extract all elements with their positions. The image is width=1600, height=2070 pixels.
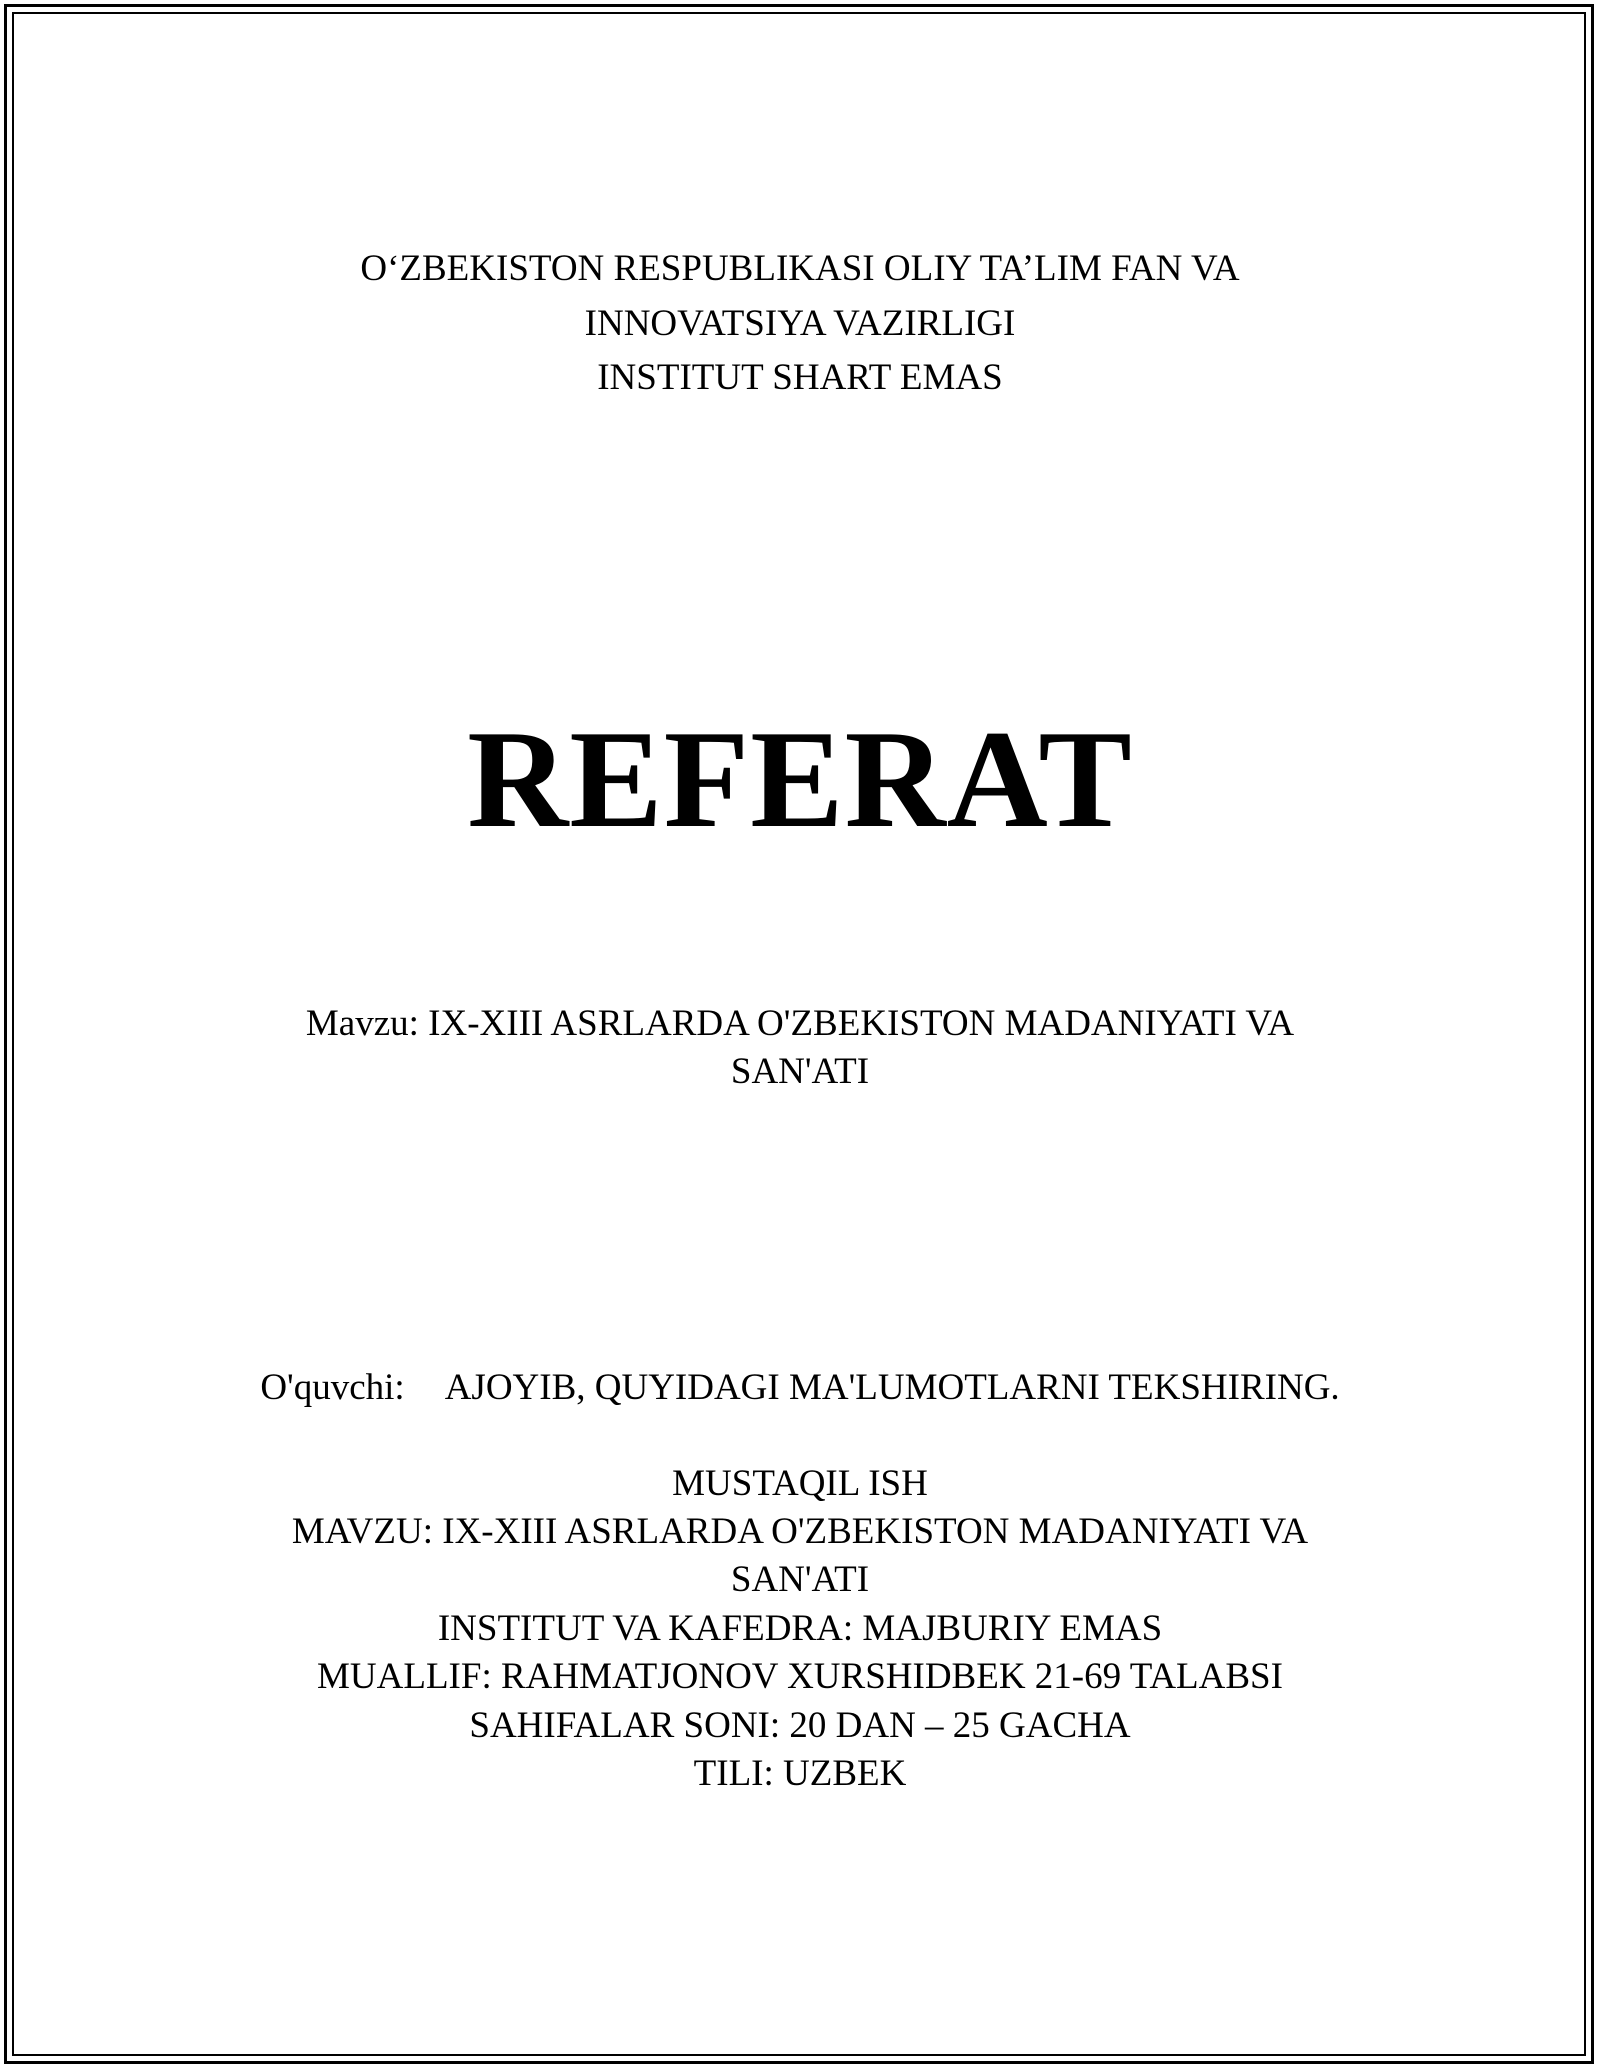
ministry-line-2: INNOVATSIYA VAZIRLIGI [584, 303, 1016, 344]
details-line: TILI: UZBEK [693, 1753, 907, 1794]
student-label: O'quvchi: [260, 1367, 405, 1408]
details-line: INSTITUT VA KAFEDRA: MAJBURIY EMAS [437, 1608, 1163, 1649]
details-line: SAHIFALAR SONI: 20 DAN – 25 GACHA [469, 1705, 1131, 1746]
details-line: MAVZU: IX-XIII ASRLARDA O'ZBEKISTON MADANIYATI VA [291, 1511, 1309, 1552]
details-line: SAN'ATI [730, 1559, 870, 1600]
institute-line: INSTITUT SHART EMAS [597, 357, 1003, 398]
topic-line-2: SAN'ATI [730, 1051, 870, 1092]
details-line: MUSTAQIL ISH [672, 1463, 928, 1504]
student-value: AJOYIB, QUYIDAGI MA'LUMOTLARNI TEKSHIRING. [444, 1367, 1340, 1408]
student-row [0, 1364, 1600, 1412]
topic-line-1: Mavzu: IX-XIII ASRLARDA O'ZBEKISTON MADANIYATI VA [305, 1003, 1295, 1044]
details-line: MUALLIF: RAHMATJONOV XURSHIDBEK 21-69 TALABSI [317, 1656, 1283, 1697]
ministry-line-1: O‘ZBEKISTON RESPUBLIKASI OLIY TA’LIM FAN VA [360, 248, 1240, 289]
document-title: REFERAT [467, 702, 1133, 857]
